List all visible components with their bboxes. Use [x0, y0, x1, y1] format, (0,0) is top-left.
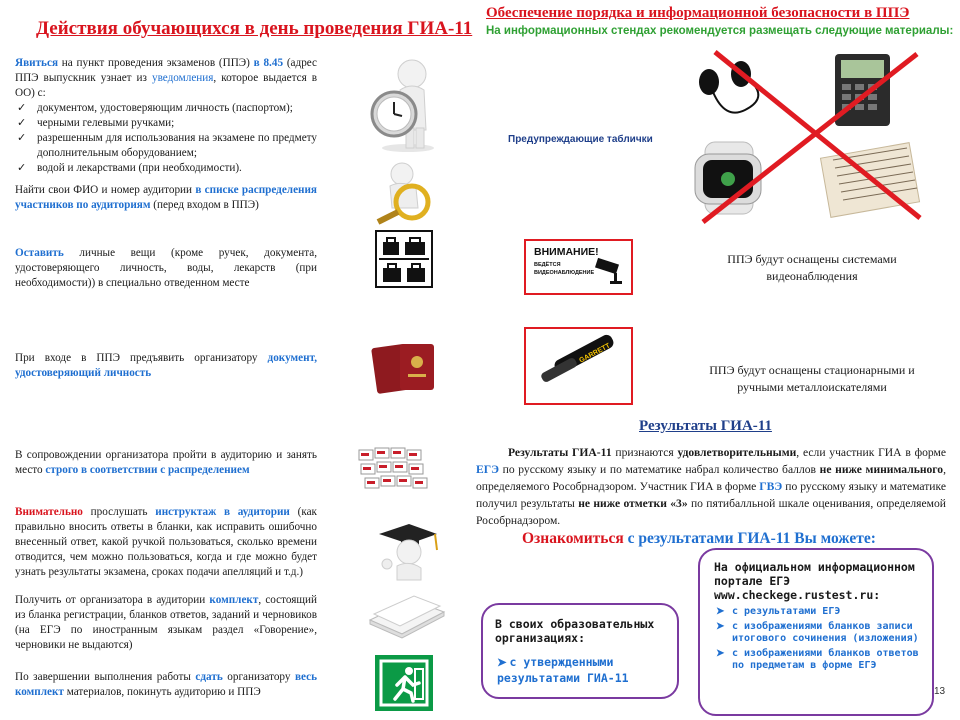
video-equipment-text: ППЭ будут оснащены системами видеонаблюдения: [727, 252, 897, 283]
box-right-title: На официальном информационном портале ЕГЭ www.checkege.rustest.ru:: [714, 560, 915, 602]
clock-figure-icon: [360, 52, 440, 152]
right-subtitle: На информационных стендах рекомендуется размещать следующие материалы:: [486, 25, 954, 37]
detector-brand: GARRETT: [578, 342, 612, 365]
luggage-locker-icon: [375, 230, 433, 288]
list-item: ➤ с изображениями бланков ответов по предметам в форме ЕГЭ: [716, 647, 919, 671]
familiar-heading: Ознакомиться с результатами ГИА-11 Вы можете:: [522, 530, 876, 547]
list-item: ✓ разрешенным для использования на экзамене по предмету дополнительным оборудованием;: [15, 131, 317, 161]
right-title: Обеспечение порядка и информационной безопасности в ППЭ: [486, 5, 910, 21]
step-arrive: Явиться на пункт проведения экзаменов (ППЭ) в 8.45 (адрес ППЭ выпускник узнает из уведомления, которое выдается в ОО) с: ✓ документом, удостоверяющим личность (паспортом); ✓ черными гелевыми ручками; ✓ разрешенным для использования на экзамене по предмету дополнительным оборудованием; ✓ водой и лекарствами (при необходимости).: [15, 56, 317, 176]
video-surveillance-sign: [524, 239, 633, 295]
passport-icon: [370, 340, 442, 396]
list-item: ✓ документом, удостоверяющим личность (паспортом);: [15, 101, 317, 116]
step-find-name: Найти свои ФИО и номер аудитории в списке распределения участников по аудиториям (перед входом в ППЭ): [15, 184, 317, 211]
earphones-icon: [699, 61, 758, 113]
list-item: ➤ с изображениями бланков записи итогового сочинения (изложения): [716, 620, 919, 644]
page-number: 13: [934, 686, 946, 697]
metal-detector-icon: [530, 333, 627, 399]
list-item: ✓ черными гелевыми ручками;: [15, 116, 317, 131]
step-show-document: При входе в ППЭ предъявить организатору документ, удостоверяющий личность: [15, 352, 317, 379]
step-leave-things: Оставить личные вещи (кроме ручек, документа, удостоверяющего личность, воды, лекарств (при необходимости)) в специально отведенном месте: [15, 247, 317, 289]
step-instruction: Внимательно прослушать инструктаж в аудитории (как правильно вносить ответы в бланки, как исправить ошибочно внесенный ответ, какой ручкой пользоваться, сколько времени отводится, чем можно пользоваться, когда и где можно будет узнать результаты экзамена, сроках подачи апелляций и т.д.): [15, 506, 317, 578]
metal-detector-sign: [524, 327, 633, 405]
step-get-kit: Получить от организатора в аудитории комплект, состоящий из бланка регистрации, бланков ответов, заданий и черновиков (на ЕГЭ по иностранным языкам раздел «Говорение», черновики не выдаются): [15, 594, 317, 651]
box-educational-orgs: [481, 603, 679, 699]
paper-stack-icon: [366, 592, 446, 640]
metal-detector-text: ППЭ будут оснащены стационарными и ручными металлоискателями: [709, 363, 915, 394]
box-official-portal: [698, 548, 934, 716]
list-item: ➤ с результатами ЕГЭ: [716, 606, 841, 617]
sign-line1: ВЕДЁТСЯ: [534, 262, 561, 268]
results-text: Результаты ГИА-11 признаются удовлетворительными, если участник ГИА в форме ЕГЭ по русскому языку и по математике набрал количество баллов не ниже минимального, определяемого Рособрнадзором. Участник ГИА в форме ГВЭ по русскому языку и математике получил результаты не ниже отметки «3» по пятибалльной шкале оценивания, определяемой Рособрнадзором.: [476, 446, 946, 527]
box-left-title: В своих образовательных организациях:: [495, 617, 655, 645]
ballots-icon: [355, 440, 435, 492]
magnifier-figure-icon: [368, 160, 448, 226]
prohibited-items-icon: [685, 50, 930, 228]
sign-title: ВНИМАНИЕ!: [534, 246, 599, 258]
warning-signs-label: Предупреждающие таблички: [508, 134, 653, 145]
required-items-list: [15, 101, 317, 176]
step-hand-in: По завершении выполнения работы сдать организатору весь комплект материалов, покинуть аудиторию и ППЭ: [15, 671, 318, 698]
list-item: ✓ водой и лекарствами (при необходимости).: [15, 161, 317, 176]
exit-icon: [375, 655, 433, 711]
box-right-list: [716, 606, 924, 673]
left-title: Действия обучающихся в день проведения ГИА-11: [36, 18, 473, 39]
step-take-seat: В сопровождении организатора пройти в аудиторию и занять место строго в соответствии с распределением: [15, 449, 317, 476]
results-title: Результаты ГИА-11: [639, 418, 772, 434]
graduate-figure-icon: [365, 520, 445, 582]
cctv-camera-icon: [592, 257, 626, 285]
box-left-item: ➤ с утвержденными результатами ГИА-11: [497, 655, 629, 685]
sign-line2: ВИДЕОНАБЛЮДЕНИЕ: [534, 270, 595, 276]
